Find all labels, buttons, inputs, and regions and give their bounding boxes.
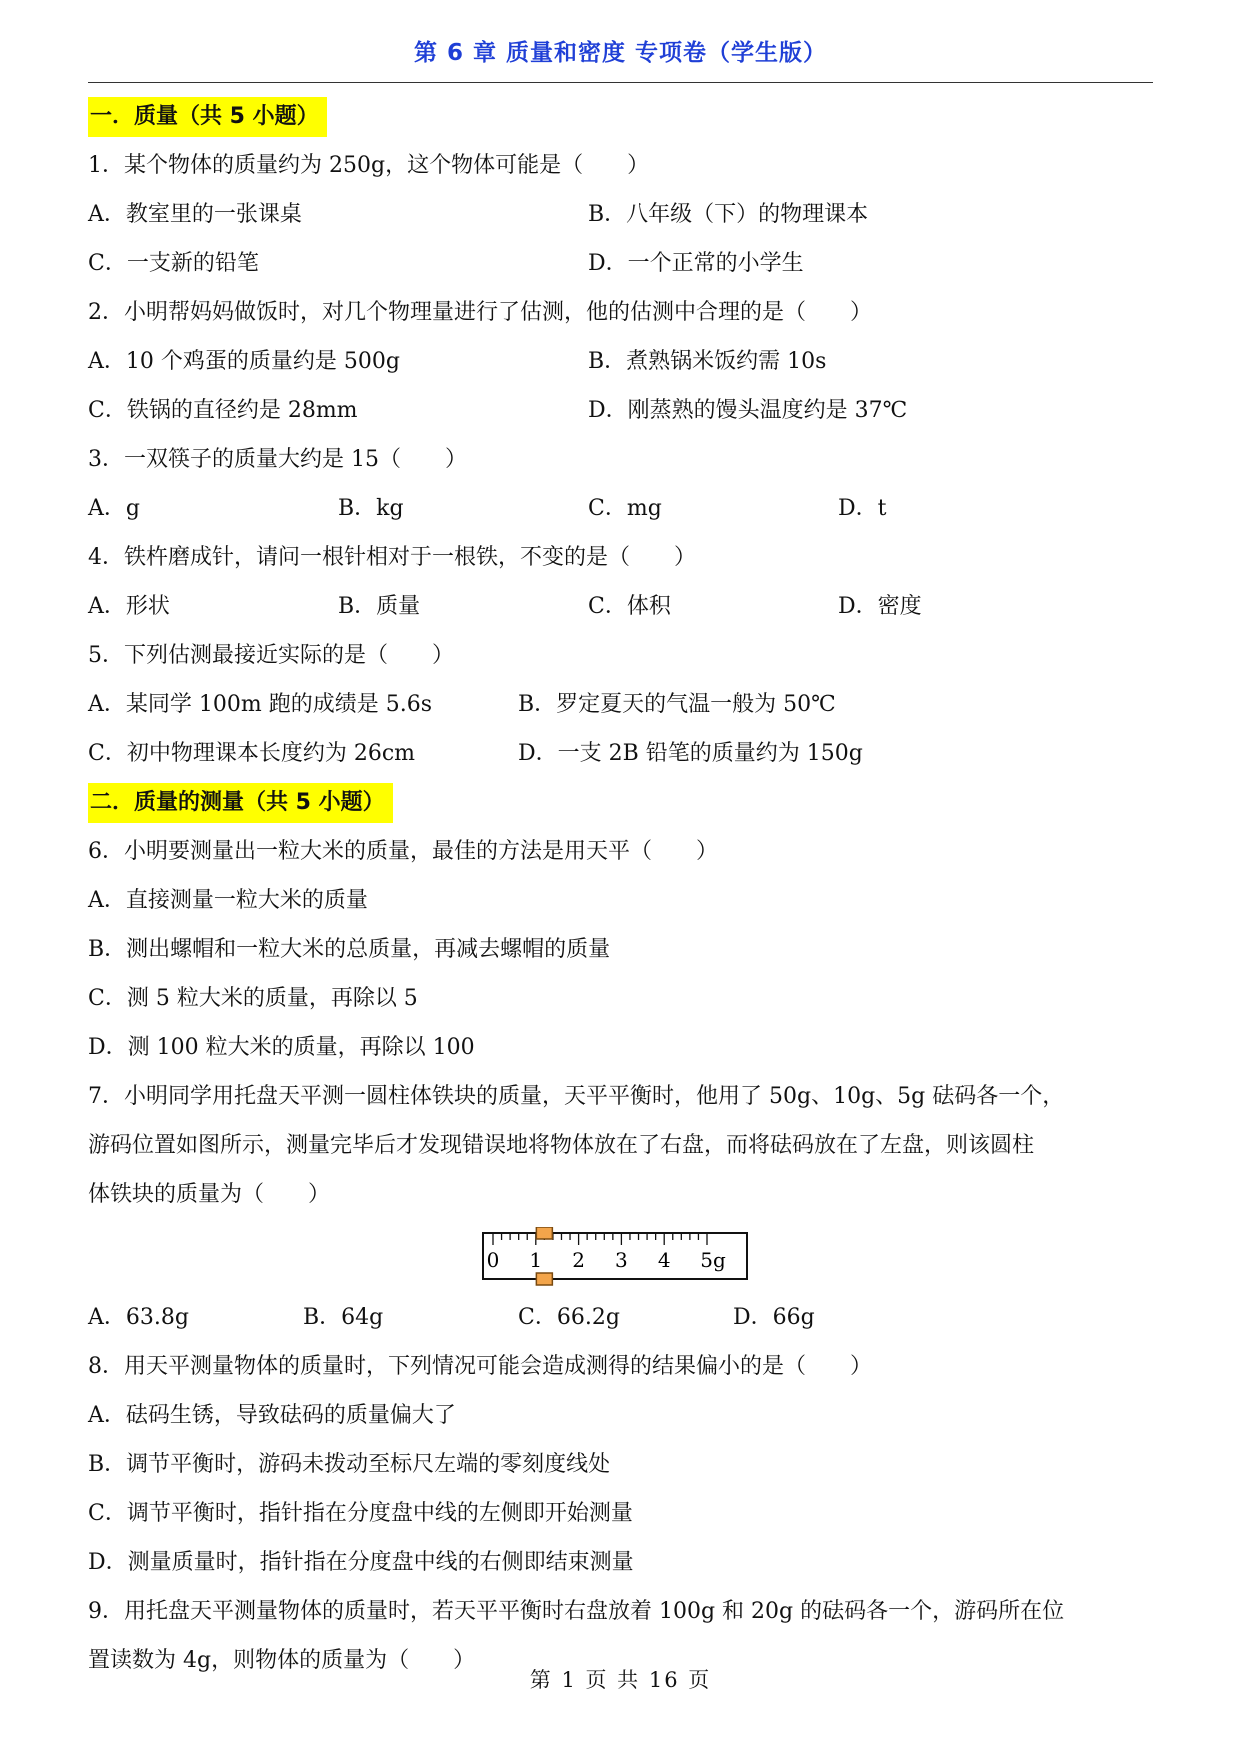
scale-tick-label: 0 xyxy=(486,1248,500,1272)
section-heading-label: 二．质量的测量（共 5 小题） xyxy=(88,783,393,823)
option-b: B．罗定夏天的气温一般为 50℃ xyxy=(518,692,836,717)
option-c: C．初中物理课本长度约为 26cm xyxy=(88,741,416,766)
title-divider xyxy=(88,82,1153,83)
question-8-stem: 8．用天平测量物体的质量时，下列情况可能会造成测得的结果偏小的是（ ） xyxy=(88,1354,872,1379)
scale-tick-label: 2 xyxy=(572,1248,585,1272)
option-d: D．测 100 粒大米的质量，再除以 100 xyxy=(88,1035,475,1060)
question-2-stem: 2．小明帮妈妈做饭时，对几个物理量进行了估测，他的估测中合理的是（ ） xyxy=(88,300,872,325)
scale-tick-label: 3 xyxy=(615,1248,628,1272)
option-b: B．64g xyxy=(303,1305,384,1330)
document-body xyxy=(88,92,1153,1685)
option-a: A．教室里的一张课桌 xyxy=(88,202,302,227)
question-4-stem: 4．铁杵磨成针，请问一根针相对于一根铁，不变的是（ ） xyxy=(88,545,696,570)
question-3-stem: 3．一双筷子的质量大约是 15（ ） xyxy=(88,447,467,472)
question-3-options xyxy=(88,484,1153,533)
question-9-stem-line-1: 9．用托盘天平测量物体的质量时，若天平平衡时右盘放着 100g 和 20g 的砝码各一个，游码所在位 xyxy=(88,1599,1065,1624)
option-a: A．形状 xyxy=(88,594,170,619)
question-6-stem: 6．小明要测量出一粒大米的质量，最佳的方法是用天平（ ） xyxy=(88,839,718,864)
option-b: B．测出螺帽和一粒大米的总质量，再减去螺帽的质量 xyxy=(88,937,611,962)
question-9-stem-line-2: 置读数为 4g，则物体的质量为（ ） xyxy=(88,1648,476,1673)
question-7-options xyxy=(88,1293,1153,1342)
option-b: B．质量 xyxy=(338,594,421,619)
question-1-options-row-1 xyxy=(88,190,1153,239)
option-b: B．煮熟锅米饭约需 10s xyxy=(588,349,827,374)
option-d: D．刚蒸熟的馒头温度约是 37℃ xyxy=(588,398,908,423)
option-a: A．直接测量一粒大米的质量 xyxy=(88,888,368,913)
question-5-stem: 5．下列估测最接近实际的是（ ） xyxy=(88,643,454,668)
scale-tick-label: 4 xyxy=(657,1248,671,1272)
option-c: C．66.2g xyxy=(518,1305,620,1330)
question-5-options-row-2 xyxy=(88,729,1153,778)
option-d: D．t xyxy=(838,496,887,521)
question-1-options-row-2 xyxy=(88,239,1153,288)
question-7-figure xyxy=(88,1219,1153,1293)
option-d: D．密度 xyxy=(838,594,922,619)
page-title: 第 6 章 质量和密度 专项卷（学生版） xyxy=(413,40,828,66)
question-2-options-row-1 xyxy=(88,337,1153,386)
option-d: D．一个正常的小学生 xyxy=(588,251,804,276)
scale-tick-label: 1 xyxy=(529,1248,543,1272)
section-heading-1 xyxy=(88,92,1153,141)
scale-tick-label: 5g xyxy=(700,1248,726,1272)
section-heading-2 xyxy=(88,778,1153,827)
question-7-stem-line-1: 7．小明同学用托盘天平测一圆柱体铁块的质量，天平平衡时，他用了 50g、10g、5g 砝码各一个， xyxy=(88,1084,1065,1109)
balance-beam-scale-figure xyxy=(481,1227,751,1289)
option-c: C．体积 xyxy=(588,594,671,619)
option-c: C．测 5 粒大米的质量，再除以 5 xyxy=(88,986,418,1011)
option-b: B．八年级（下）的物理课本 xyxy=(588,202,869,227)
option-a: A．g xyxy=(88,496,140,521)
option-c: C．mg xyxy=(588,496,662,521)
question-7-stem-line-2: 游码位置如图所示，测量完毕后才发现错误地将物体放在了右盘，而将砝码放在了左盘，则该圆柱 xyxy=(88,1133,1035,1158)
option-a: A．63.8g xyxy=(88,1305,189,1330)
rider-bottom-marker xyxy=(536,1273,552,1285)
question-2-options-row-2 xyxy=(88,386,1153,435)
option-a: A．10 个鸡蛋的质量约是 500g xyxy=(88,349,400,374)
option-b: B．调节平衡时，游码未拨动至标尺左端的零刻度线处 xyxy=(88,1452,611,1477)
option-b: B．kg xyxy=(338,496,404,521)
option-a: A．砝码生锈，导致砝码的质量偏大了 xyxy=(88,1403,456,1428)
option-d: D．66g xyxy=(733,1305,815,1330)
option-d: D．一支 2B 铅笔的质量约为 150g xyxy=(518,741,863,766)
section-heading-label: 一．质量（共 5 小题） xyxy=(88,97,327,137)
option-d: D．测量质量时，指针指在分度盘中线的右侧即结束测量 xyxy=(88,1550,634,1575)
option-c: C．铁锅的直径约是 28mm xyxy=(88,398,358,423)
question-5-options-row-1 xyxy=(88,680,1153,729)
page-footer: 第 1 页 共 16 页 xyxy=(529,1668,712,1692)
rider-top-marker xyxy=(536,1227,552,1239)
question-4-options xyxy=(88,582,1153,631)
option-c: C．一支新的铅笔 xyxy=(88,251,259,276)
option-c: C．调节平衡时，指针指在分度盘中线的左侧即开始测量 xyxy=(88,1501,633,1526)
question-1-stem: 1．某个物体的质量约为 250g，这个物体可能是（ ） xyxy=(88,153,650,178)
question-7-stem-line-3: 体铁块的质量为（ ） xyxy=(88,1182,331,1207)
option-a: A．某同学 100m 跑的成绩是 5.6s xyxy=(88,692,432,717)
